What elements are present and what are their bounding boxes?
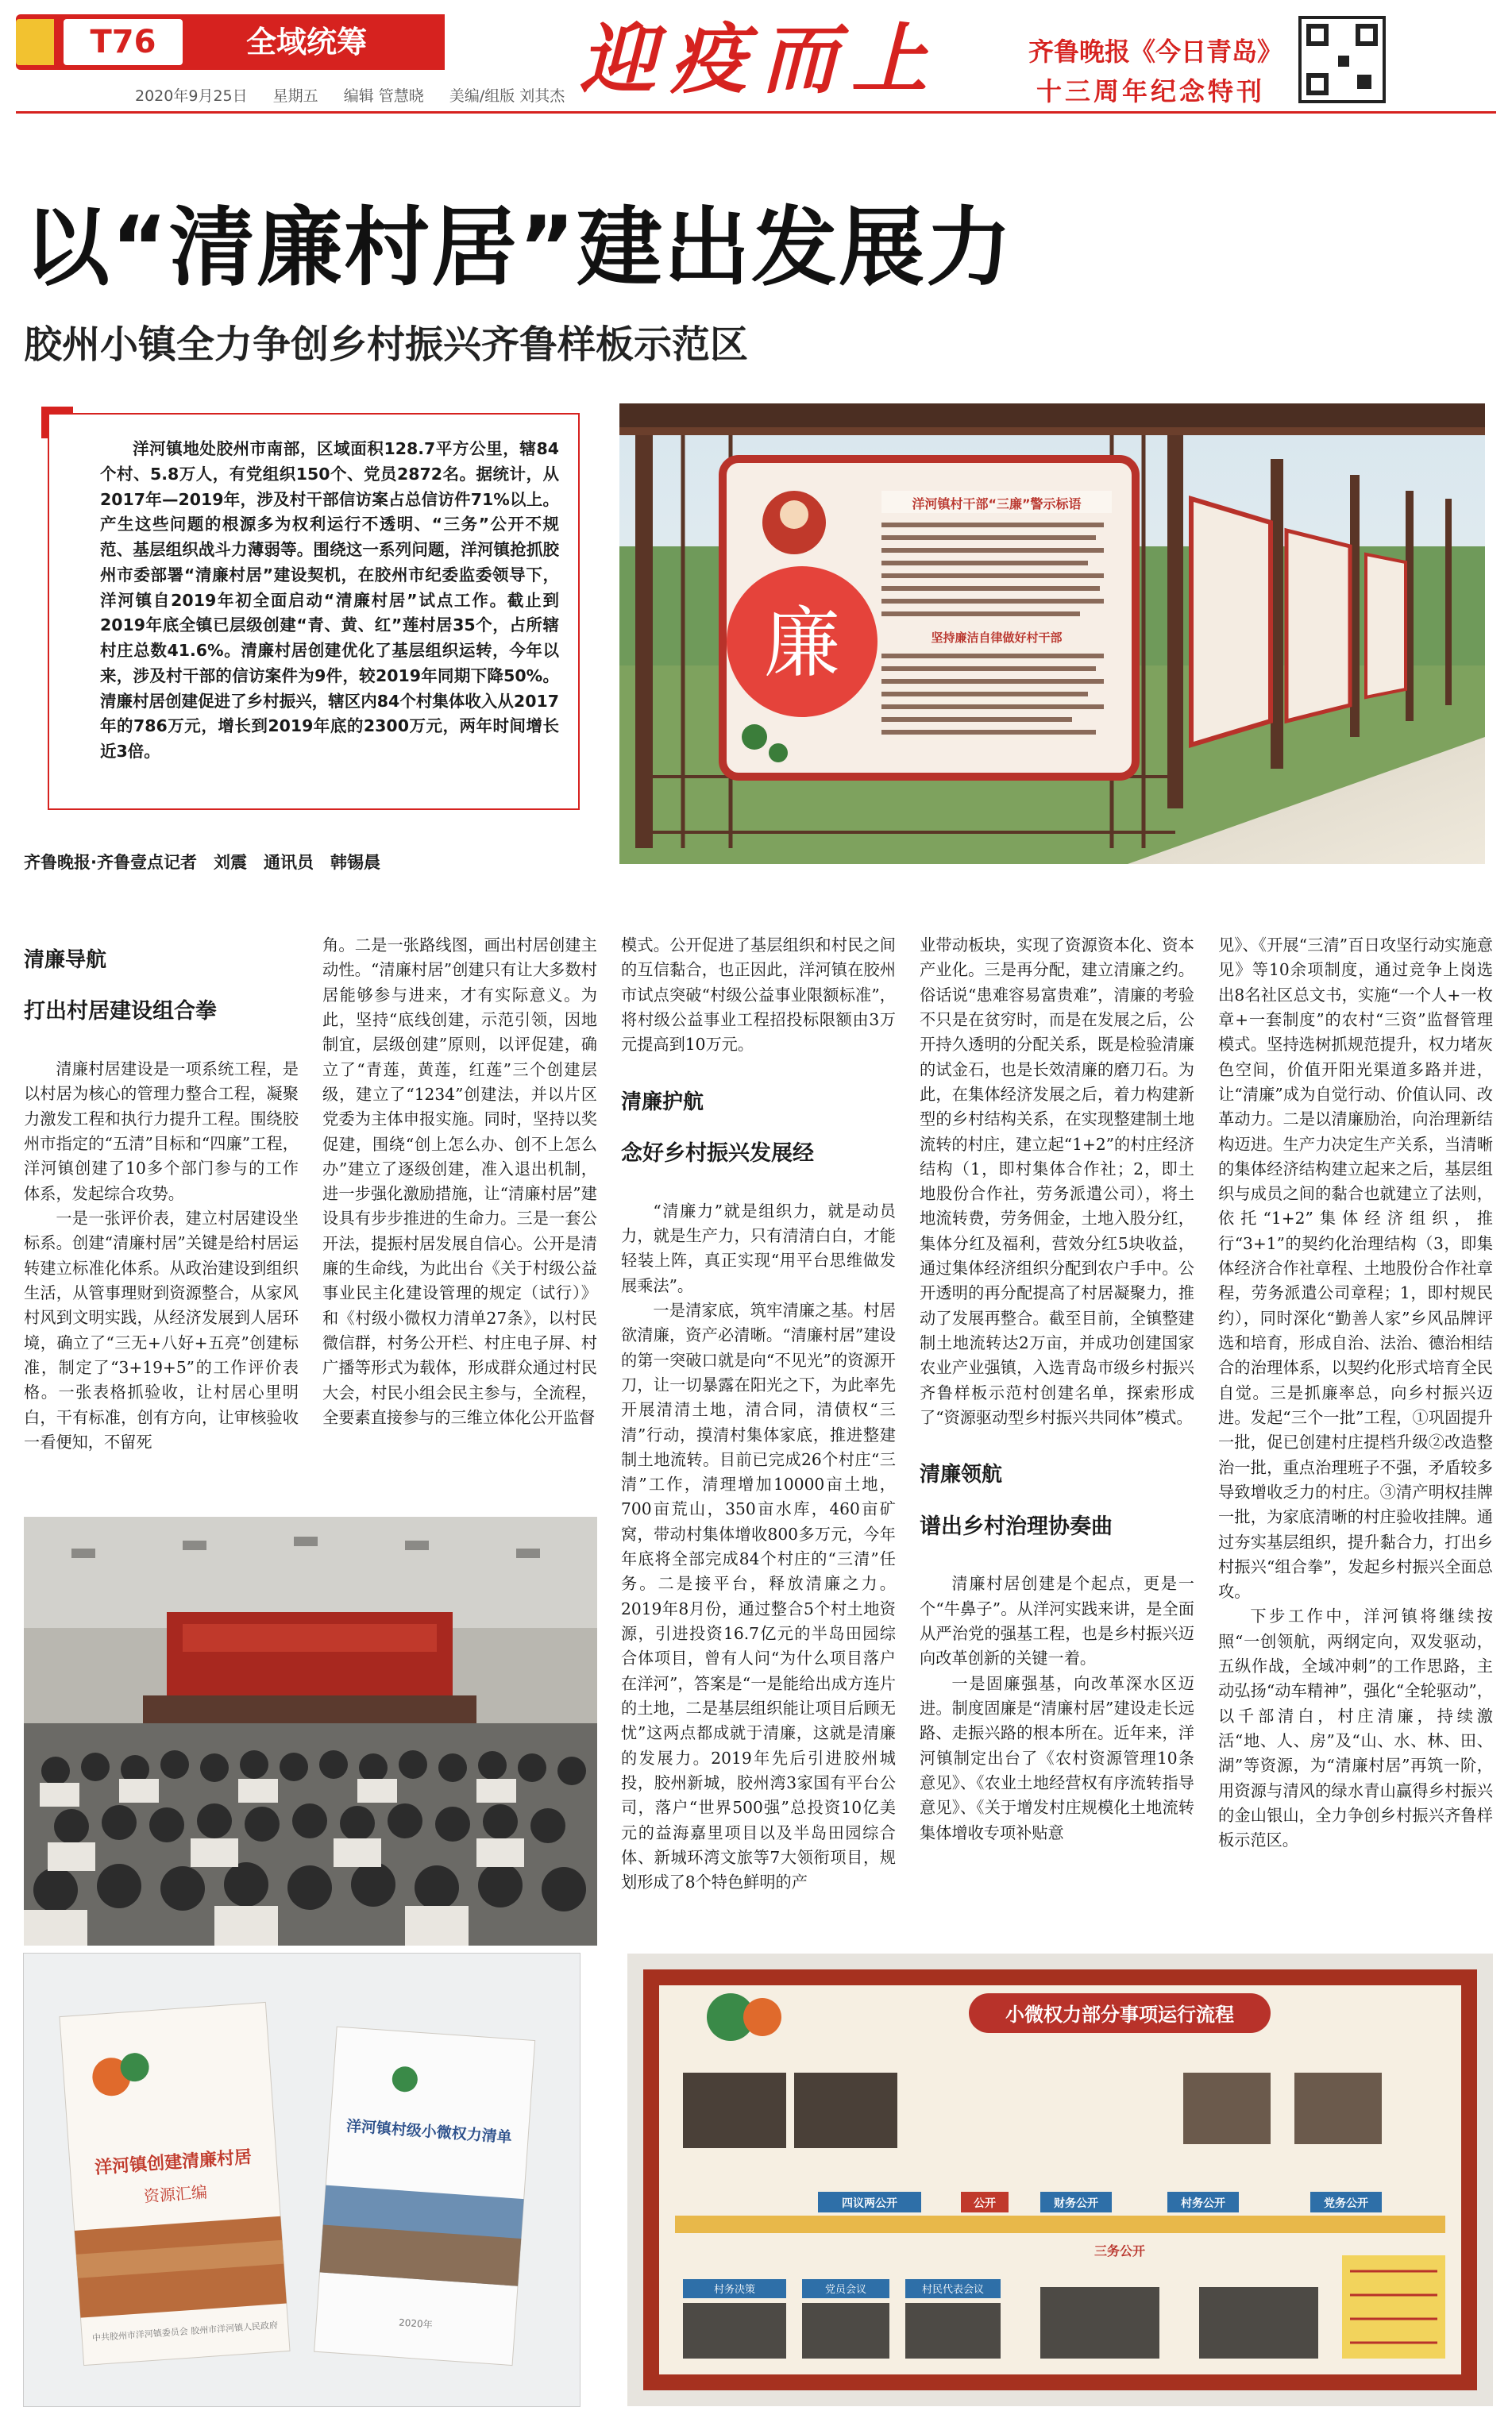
article-column-4	[920, 933, 1194, 1958]
body-paragraph: 下步工作中，洋河镇将继续按照“一创领航，两纲定向，双发驱动，五纵作战，全域冲刺”的工作思路，主动弘扬“动车精神”，强化“全轮驱动”，以千部清白，村庄清廉，持续激活“地、人、房”及“山、水、林、田、湖”等资源，为“清廉村居”再筑一阶，用资源与清风的绿水青山赢得乡村振兴的金山银山，全力争创乡村振兴齐鲁样板示范区。	[1218, 1607, 1493, 1850]
booklet-left-footer: 中共胶州市洋河镇委员会 胶州市洋河镇人民政府	[91, 2320, 279, 2343]
masthead-divider	[16, 111, 1496, 114]
flow-label-1: 四议两公开	[842, 2197, 897, 2210]
section-name: 全域统筹	[246, 25, 368, 60]
article-column-5	[1218, 933, 1493, 1958]
booklet-left-title: 洋河镇创建清廉村居	[94, 2147, 253, 2178]
issue-designer: 美编/组版 刘其杰	[449, 87, 565, 105]
booklet-right-footer: 2020年	[398, 2316, 434, 2331]
subheadline: 胶州小镇全力争创乡村振兴齐鲁样板示范区	[24, 322, 749, 367]
photo-flowchart-poster	[627, 1954, 1493, 2406]
paper-name: 齐鲁晚报《今日青岛》	[1028, 37, 1283, 67]
section-title-navigation: 清廉导航	[24, 948, 107, 972]
photo-meeting-hall	[24, 1517, 597, 1946]
flow-label-5: 党务公开	[1324, 2197, 1368, 2210]
flow-label-3: 财务公开	[1054, 2197, 1098, 2210]
photo-corridor-boards	[619, 403, 1485, 864]
byline: 齐鲁晚报·齐鲁壹点记者 刘震 通讯员 韩锡晨	[24, 853, 380, 872]
flow-label-2: 公开	[974, 2197, 996, 2210]
body-paragraph: 一是固廉强基，向改革深水区迈进。制度固廉是“清廉村居”建设走长远路、走振兴路的根本所在。近年来，洋河镇制定出台了《农村资源管理10条意见》、《农业土地经营权有序流转指导意见》、《关于增发村庄规模化土地流转集体增收专项补贴意	[920, 1673, 1194, 1842]
masthead	[16, 8, 1496, 111]
flow-label-7: 村务决策	[713, 2284, 756, 2296]
body-paragraph: “清廉力”就是组织力，就是动员力，就是生产力，只有清清白白，才能轻装上阵，真正实现“用平台思维做发展乘法”。	[621, 1201, 896, 1295]
section-subtitle-escort: 念好乡村振兴发展经	[621, 1140, 814, 1166]
article-column-1	[24, 933, 299, 1505]
lead-summary-box	[48, 413, 580, 810]
body-paragraph: 一是清家底，筑牢清廉之基。村居欲清廉，资产必清晰。“清廉村居”建设的第一突破口就是向“不见光”的资源开刀，让一切暴露在阳光之下，为此率先开展清清土地，清合同，清债权“三清”行动，摸清村集体家底，推进整建制土地流转。目前已完成26个村庄“三清”工作，清理增加10000亩土地，700亩荒山，350亩水库，460亩矿窝，带动村集体增收800多万元，今年年底将全部完成84个村庄的“三清”任务。二是接平台，释放清廉之力。2019年8月份，通过整合5个村土地资源，引进投资16.7亿元的半岛田园综合体项目，曾有人问“为什么项目落户在洋河”，答案是“一是能给出成方连片的土地，二是基层组织能让项目后顾无忧”这两点都成就于清廉，这就是清廉的发展力。2019年先后引进胶州城投，胶州新城，胶州湾3家国有平台公司，落户“世界500强”总投资10亿美元的益海嘉里项目以及半岛田园综合体、新城环湾文旅等7大领衔项目，规划形成了8个特色鲜明的产	[621, 1300, 896, 1892]
qr-code-icon[interactable]	[1298, 16, 1386, 103]
section-subtitle-navigation: 打出村居建设组合拳	[24, 999, 217, 1024]
article-column-2	[322, 933, 597, 1505]
lead-paragraph: 洋河镇地处胶州市南部，区域面积128.7平方公里，辖84个村、5.8万人，有党组织150个、党员2872名。据统计，从2017年—2019年，涉及村干部信访案占总信访件71%以上。产生这些问题的根源多为权利运行不透明、“三务”公开不规范、基层组织战斗力薄弱等。围绕这一系列问题，洋河镇抢抓胶州市委部署“清廉村居”建设契机，在胶州市纪委监委领导下，洋河镇自2019年初全面启动“清廉村居”试点工作。截止到2019年底全镇已层级创建“青、黄、红”莲村居35个，占所辖村庄总数41.6%。清廉村居创建优化了基层组织运转，今年以来，涉及村干部的信访案件为9件，较2019年同期下降50%。清廉村居创建促进了乡村振兴，辖区内84个村集体收入从2017年的786万元，增长到2019年底的2300万元，两年时间增长近3倍。	[100, 439, 559, 762]
body-paragraph: 业带动板块，实现了资源资本化、资本产业化。三是再分配，建立清廉之约。俗话说“患难容易富贵难”，清廉的考验不只是在贫穷时，而是在发展之后，公开持久透明的分配关系，既是检验清廉的试金石，也是长效清廉的磨刀石。为此，在集体经济发展之后，着力构建新型的乡村结构关系，在实现整建制土地流转的村庄，建立起“1+2”的村庄经济结构（1，即村集体合作社；2，即土地股份合作社，劳务派遣公司），将土地流转费，劳务佣金，土地入股分红，集体分红及福利，营效分红5块收益，通过集体经济组织分配到农户手中。公开透明的再分配提高了村居凝聚力，推动了发展再整合。截至目前，全镇整建制土地流转达2万亩，并成功创建国家农业产业强镇，入选青岛市级乡村振兴齐鲁样板示范村创建名单，探索形成了“资源驱动型乡村振兴共同体”模式。	[920, 935, 1194, 1427]
section-subtitle-lead: 谱出乡村治理协奏曲	[920, 1514, 1113, 1539]
body-paragraph: 模式。公开促进了基层组织和村民之间的互信黏合，也正因此，洋河镇在胶州市试点突破“村级公益事业限额标准”，将村级公益事业工程招投标限额由3万元提高到10万元。	[621, 935, 896, 1055]
section-title-lead: 清廉领航	[920, 1463, 1003, 1487]
board-character: 廉	[764, 599, 840, 688]
flow-label-8: 党员会议	[824, 2284, 867, 2296]
masthead-flag	[16, 19, 54, 65]
headline: 以“清廉村居”建出发展力	[24, 199, 1013, 298]
body-paragraph: 见》、《开展“三清”百日攻坚行动实施意见》等10余项制度，通过竞争上岗选出8名社区总文书，实施“一个人+一枚章+一套制度”的农村“三资”监督管理模式。坚持选树抓规范提升，权力堵灰色空间，价值开阳光渠道多路并进，让“清廉”成为自觉行动、价值认同、改革动力。二是以清廉励治，向治理新结构迈进。生产力决定生产关系，当清晰的集体经济结构建立起来之后，基层组织与成员之间的黏合也就建立了法则，依托“1+2”集体经济组织，推行“3+1”的契约化治理结构（3，即集体经济合作社章程、土地股份合作社章程，劳务派遣公司章程；1，即村规民约），同时深化“勤善人家”乡风品牌评选和培育，形成自治、法治、德治相结合的治理体系，以契约化形式培育全民自觉。三是抓廉率总，向乡村振兴迈进。发起“三个一批”工程，①巩固提升一批，促已创建村庄提档升级②改造整治一批，重点治理班子不强，矛盾较多导致增收乏力的村庄。③清产明权挂牌一批，为家底清晰的村庄验收挂牌。通过夯实基层组织，提升黏合力，打出乡村振兴“组合拳”，发起乡村振兴全面总攻。	[1218, 935, 1493, 1602]
special-slogan: 迎疫而上	[580, 14, 942, 104]
body-paragraph: 清廉村居创建是个起点，更是一个“牛鼻子”。从洋河实践来讲，是全面从严治党的强基工程，也是乡村振兴迈向改革创新的关键一着。	[920, 1574, 1194, 1668]
booklet-left-subtitle: 资源汇编	[143, 2182, 208, 2206]
booklet-right-title: 洋河镇村级小微权力清单	[345, 2117, 513, 2147]
issue-date: 2020年9月25日	[135, 87, 248, 105]
flow-label-6: 三务公开	[1094, 2243, 1146, 2258]
board-title: 洋河镇村干部“三廉”警示标语	[912, 496, 1082, 511]
body-paragraph: 角。二是一张路线图，画出村居创建主动性。“清廉村居”创建只有让大多数村居能够参与进来，才有实际意义。为此，坚持“底线创建，示范引领，因地制宜，层级创建”原则，以评促建，确立了“青莲，黄莲，红莲”三个创建层级，建立了“1234”创建法，并以片区党委为主体申报实施。同时，坚持以奖促建，围绕“创上怎么办、创不上怎么办”建立了逐级创建，准入退出机制，进一步强化激励措施，让“清廉村居”建设具有步步推进的生命力。三是一套公开法，提振村居发展自信心。公开是清廉的生命线，为此出台《关于村级公益事业民主化建设管理的规定（试行）》和《村级小微权力清单27条》，以村民微信群，村务公开栏、村庄电子屏、村广播等形式为载体，形成群众通过村民大会，村民小组会民主参与，全流程，全要素直接参与的三维立体化公开监督	[322, 935, 597, 1427]
section-title-escort: 清廉护航	[621, 1090, 704, 1114]
issue-weekday: 星期五	[272, 87, 318, 105]
corner-ornament	[41, 407, 73, 438]
anniversary-label: 十三周年纪念特刊	[1036, 76, 1266, 106]
article-column-3	[621, 933, 896, 1958]
flow-label-4: 村务公开	[1181, 2197, 1225, 2210]
body-paragraph: 清廉村居建设是一项系统工程，是以村居为核心的管理力整合工程，凝聚力激发工程和执行力提升工程。围绕胶州市指定的“五清”目标和“四廉”工程，洋河镇创建了10多个部门参与的工作体系，发起综合攻势。	[24, 1059, 299, 1203]
body-paragraph: 一是一张评价表，建立村居建设坐标系。创建“清廉村居”关键是给村居运转建立标准化体系。从政治建设到组织生活，从管事理财到资源整合，从家风村风到文明实践，从经济发展到人居环境，确立了“三无+八好+五亮”创建标准，制定了“3+19+5”的工作评价表格。一张表格抓验收，让村居心里明白，干有标准，创有方向，让审核验收一看便知，不留死	[24, 1209, 299, 1452]
board-subtitle: 坚持廉洁自律做好村干部	[931, 631, 1063, 645]
flowchart-title: 小微权力部分事项运行流程	[1005, 2004, 1234, 2026]
page-number: T76	[64, 19, 183, 65]
photo-booklets	[24, 1954, 580, 2406]
issue-editor: 编辑 管慧晓	[343, 87, 424, 105]
flow-label-9: 村民代表会议	[921, 2284, 985, 2296]
